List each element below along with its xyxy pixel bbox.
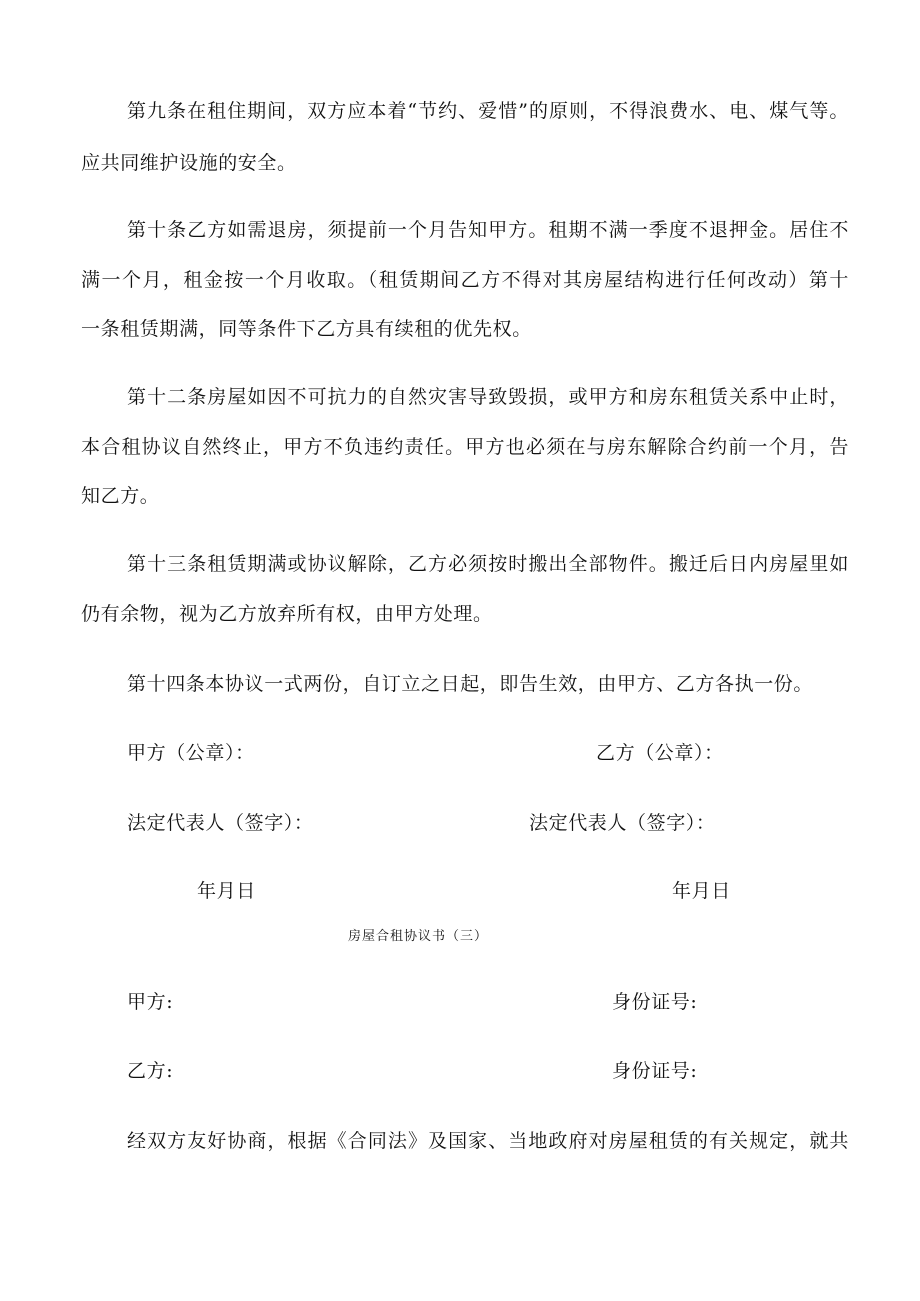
clause-10-line-1: 第十条乙方如需退房，须提前一个月告知甲方。租期不满一季度不退押金。居住不 xyxy=(127,219,849,241)
clause-12-line-3: 知乙方。 xyxy=(81,485,160,507)
party-b-id-label: 身份证号: xyxy=(612,1060,698,1082)
party-a-label: 甲方: xyxy=(127,991,174,1013)
clause-12-line-1: 第十二条房屋如因不可抗力的自然灾害导致毁损，或甲方和房东租赁关系中止时， xyxy=(127,386,849,408)
party-a-representative-label: 法定代表人（签字）： xyxy=(127,812,314,834)
party-b-seal-label: 乙方（公章）： xyxy=(596,742,724,764)
party-b-date-label: 年月日 xyxy=(672,880,731,902)
clause-9-line-1: 第九条在租住期间，双方应本着“节约、爱惜”的原则，不得浪费水、电、煤气等。 xyxy=(127,100,849,122)
clause-10-line-3: 一条租赁期满，同等条件下乙方具有续租的优先权。 xyxy=(81,318,532,340)
clause-14-line-1: 第十四条本协议一式两份，自订立之日起，即告生效，由甲方、乙方各执一份。 xyxy=(127,673,814,695)
party-a-seal-label: 甲方（公章）： xyxy=(127,742,255,764)
clause-12-line-2: 本合租协议自然终止，甲方不负违约责任。甲方也必须在与房东解除合约前一个月，告 xyxy=(81,436,849,458)
party-a-date-label: 年月日 xyxy=(197,880,256,902)
clause-13-line-1: 第十三条租赁期满或协议解除，乙方必须按时搬出全部物件。搬迁后日内房屋里如 xyxy=(127,553,849,575)
party-a-id-label: 身份证号: xyxy=(612,991,698,1013)
document-title: 房屋合租协议书（三） xyxy=(347,929,488,944)
party-b-representative-label: 法定代表人（签字）： xyxy=(529,812,716,834)
clause-9-line-2: 应共同维护设施的安全。 xyxy=(81,152,297,174)
intro-line-1: 经双方友好协商，根据《合同法》及国家、当地政府对房屋租赁的有关规定，就共 xyxy=(127,1130,849,1152)
party-b-label: 乙方: xyxy=(127,1060,174,1082)
clause-13-line-2: 仍有余物，视为乙方放弃所有权，由甲方处理。 xyxy=(81,603,493,625)
clause-10-line-2: 满一个月，租金按一个月收取。（租赁期间乙方不得对其房屋结构进行任何改动）第十 xyxy=(81,269,849,291)
